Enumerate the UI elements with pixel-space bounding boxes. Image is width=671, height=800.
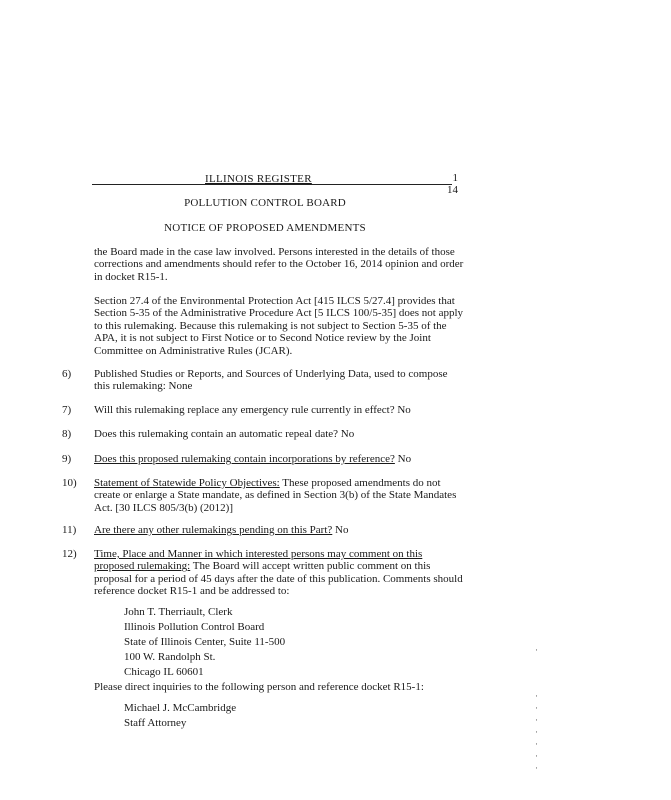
item-label: Are there any other rulemakings pending on this Part? [94,524,333,536]
item-body [94,524,464,536]
address-line: 100 W. Randolph St. [124,651,216,663]
section-paragraph: Section 27.4 of the Environmental Protection Act [415 ILCS 5/27.4] provides that Section 5-35 of the Administrative Procedure Act [5 ILCS 100/5-35] does not apply to this rulemaking. Because this rulemaking is not subject to Section 5-35 of the APA, it is not subject to First Notice or to Second Notice review by the Joint Committee on Administrative Rules (JCAR). [94,295,464,357]
item-number: 11) [62,524,77,536]
item-number: 8) [62,428,72,440]
inquiries-paragraph: Please direct inquiries to the following person and reference docket R15-1: [94,681,424,693]
item-body [94,548,464,598]
item-body [94,477,464,514]
item-number: 10) [62,477,77,489]
contact-address [124,701,236,731]
item-number: 9) [62,453,72,465]
item-label: Time, Place and Manner in which interested persons may comment on this proposed rulemaking: [94,548,423,573]
address-line: State of Illinois Center, Suite 11-500 [124,636,286,648]
page-number: 1 14 [447,172,458,196]
item-text: Does this rulemaking contain an automatic repeal date? No [94,428,355,440]
item-number: 6) [62,368,72,380]
intro-paragraph: the Board made in the case law involved. Persons interested in the details of those corrections and amendments should refer to the October 16, 2014 opinion and order in docket R15-1. [94,246,464,283]
item-text: Will this rulemaking replace any emergency rule currently in effect? No [94,404,411,416]
header-rule [92,184,452,185]
item-text: No [332,524,349,536]
address-line: John T. Therriault, Clerk [124,606,233,618]
item-number: 7) [62,404,72,416]
scan-artifact: · [535,645,538,655]
item-text: No [394,453,412,465]
item-label: Statement of Statewide Policy Objectives: [94,477,280,489]
item-text: These proposed amendments do not create or enlarge a State mandate, as defined in Section 3(b) of the State Mandates Act. [30 ILCS 805/3(b) (2012)] [94,477,457,514]
clerk-address [124,605,285,680]
register-title: ILLINOIS REGISTER [205,173,312,185]
address-line: Staff Attorney [124,717,187,729]
item-label: Does this proposed rulemaking contain incorporations by reference? [94,453,395,465]
address-line: Illinois Pollution Control Board [124,621,265,633]
item-body [94,453,464,465]
notice-title: NOTICE OF PROPOSED AMENDMENTS [164,222,366,234]
address-line: Michael J. McCambridge [124,702,237,714]
scan-artifact: · · · · · · · [535,691,538,773]
address-line: Chicago IL 60601 [124,666,204,678]
item-text: The Board will accept written public comment on this proposal for a period of 45 days after the date of this publication. Comments should reference docket R15-1 and be addressed to: [94,560,463,598]
item-text: Published Studies or Reports, and Sources of Underlying Data, used to compose this rulemaking: None [94,368,448,393]
item-number: 12) [62,548,77,560]
agency-name: POLLUTION CONTROL BOARD [184,197,346,209]
